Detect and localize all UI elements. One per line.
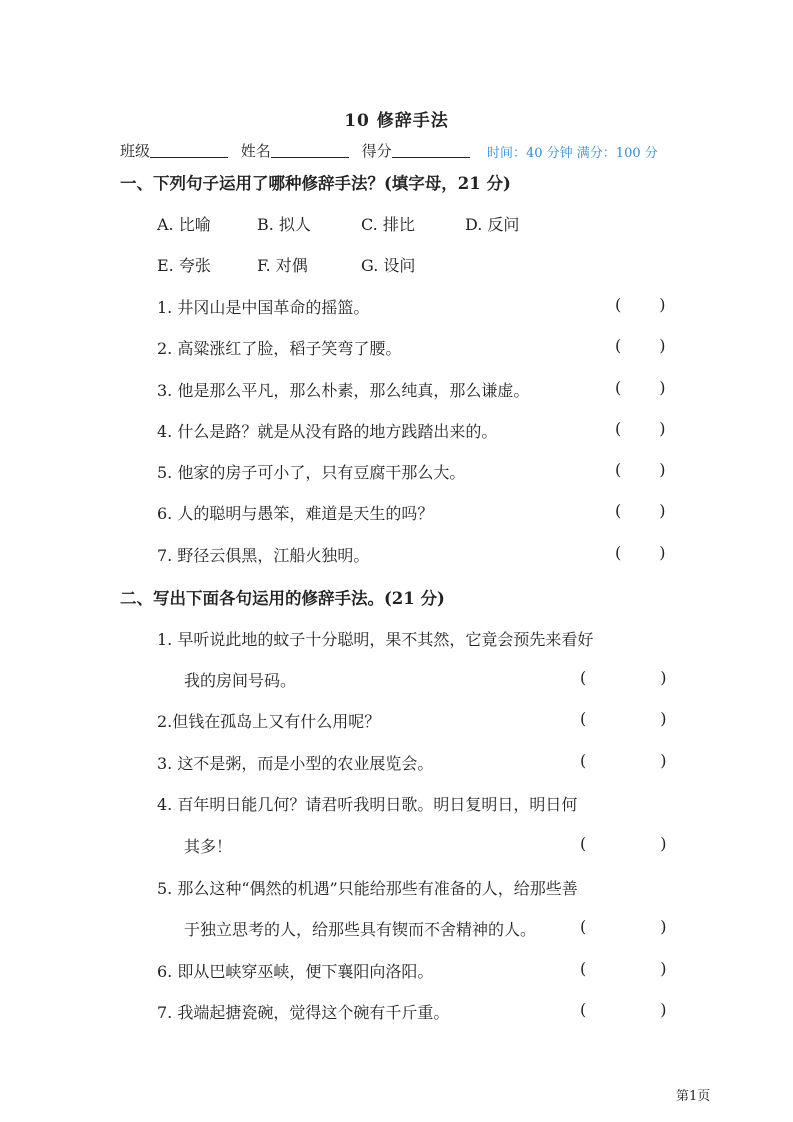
s2-question-3: 3. 这不是粥，而是小型的农业展览会。 <box>157 754 434 773</box>
s2-question-1-line1: 1. 早听说此地的蚊子十分聪明，果不其然，它竟会预先来看好 <box>157 630 594 649</box>
page-title: 10 修辞手法 <box>344 111 449 131</box>
s2-question-2: 2.但钱在孤岛上又有什么用呢？ <box>157 712 381 731</box>
s1-answer-1[interactable]: ( ) <box>615 295 666 314</box>
s1-question-5: 5. 他家的房子可小了，只有豆腐干那么大。 <box>157 463 466 482</box>
section1-heading: 一、下列句子运用了哪种修辞手法？(填字母，21 分) <box>120 174 511 193</box>
s1-answer-3[interactable]: ( ) <box>615 378 666 397</box>
s2-answer-6[interactable]: ( ) <box>580 959 667 978</box>
s2-answer-3[interactable]: ( ) <box>580 751 667 770</box>
s1-question-1: 1. 井冈山是中国革命的摇篮。 <box>157 298 370 317</box>
s1-question-6: 6. 人的聪明与愚笨，难道是天生的吗？ <box>157 504 434 523</box>
section2-heading: 二、写出下面各句运用的修辞手法。(21 分) <box>120 589 445 608</box>
s2-question-6: 6. 即从巴峡穿巫峡，便下襄阳向洛阳。 <box>157 962 434 981</box>
name-blank[interactable] <box>271 143 349 158</box>
s2-answer-5[interactable]: ( ) <box>580 917 667 936</box>
s2-answer-2[interactable]: ( ) <box>580 709 667 728</box>
s2-answer-1[interactable]: ( ) <box>580 668 667 687</box>
option-e: E. 夸张 <box>157 256 211 275</box>
name-label: 姓名 <box>240 142 271 160</box>
option-d: D. 反问 <box>465 215 520 234</box>
s2-question-4-line2: 其多！ <box>184 837 233 856</box>
class-label: 班级 <box>120 142 151 160</box>
time-score-info: 时间：40 分钟 满分：100 分 <box>487 146 658 161</box>
option-b: B. 拟人 <box>257 215 311 234</box>
s2-question-7: 7. 我端起搪瓷碗，觉得这个碗有千斤重。 <box>157 1003 450 1022</box>
s1-answer-5[interactable]: ( ) <box>615 460 666 479</box>
s2-question-5-line2: 于独立思考的人，给那些具有锲而不舍精神的人。 <box>184 920 537 939</box>
student-info-line <box>120 140 478 161</box>
score-label: 得分 <box>361 142 392 160</box>
s1-answer-4[interactable]: ( ) <box>615 419 666 438</box>
options-row-2 <box>157 253 415 276</box>
page-number: 第1页 <box>676 1089 711 1104</box>
s2-answer-7[interactable]: ( ) <box>580 1000 667 1019</box>
option-f: F. 对偶 <box>257 256 308 275</box>
option-c: C. 排比 <box>361 215 415 234</box>
s1-question-3: 3. 他是那么平凡，那么朴素，那么纯真，那么谦虚。 <box>157 381 530 400</box>
option-a: A. 比喻 <box>157 215 211 234</box>
s1-question-7: 7. 野径云俱黑，江船火独明。 <box>157 546 370 565</box>
s2-question-4-line1: 4. 百年明日能几何？请君听我明日歌。明日复明日，明日何 <box>157 795 578 814</box>
s2-answer-4[interactable]: ( ) <box>580 834 667 853</box>
option-g: G. 设问 <box>361 256 416 275</box>
score-blank[interactable] <box>392 143 470 158</box>
s2-question-1-line2: 我的房间号码。 <box>184 671 297 690</box>
class-blank[interactable] <box>150 143 228 158</box>
s2-question-5-line1: 5. 那么这种“偶然的机遇”只能给那些有准备的人，给那些善 <box>157 879 578 898</box>
s1-answer-6[interactable]: ( ) <box>615 501 666 520</box>
s1-answer-2[interactable]: ( ) <box>615 336 666 355</box>
s1-question-4: 4. 什么是路？就是从没有路的地方践踏出来的。 <box>157 422 498 441</box>
options-row-1 <box>157 212 519 235</box>
s1-question-2: 2. 高粱涨红了脸，稻子笑弯了腰。 <box>157 339 402 358</box>
s1-answer-7[interactable]: ( ) <box>615 543 666 562</box>
